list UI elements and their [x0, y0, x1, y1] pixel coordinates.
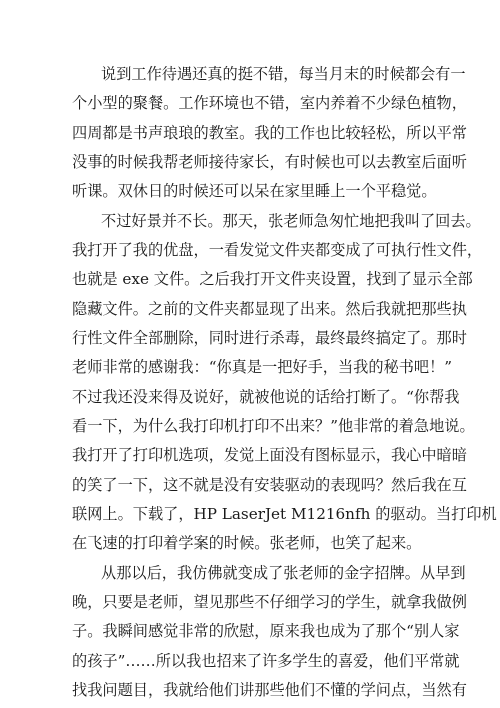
text-line: 晚，只要是老师，望见那些不仔细学习的学生，就拿我做例 — [72, 593, 467, 611]
text-line: 行性文件全部删除，同时进行杀毒，最终最终搞定了。那时 — [72, 329, 467, 347]
text-line: 没事的时候我帮老师接待家长，有时候也可以去教室后面听 — [72, 153, 467, 171]
text-line: 不过好景并不长。那天，张老师急匆忙地把我叫了回去。 — [101, 212, 481, 230]
text-line: 个小型的聚餐。工作环境也不错，室内养着不少绿色植物， — [72, 94, 467, 112]
text-line: 的笑了一下，这不就是没有安装驱动的表现吗？然后我在互 — [72, 476, 467, 494]
text-line: 听课。双休日的时候还可以呆在家里睡上一个平稳觉。 — [72, 182, 437, 200]
text-line: 子。我瞬间感觉非常的欣慰，原来我也成为了那个“别人家 — [72, 622, 460, 640]
text-line: 不过我还没来得及说好，就被他说的话给打断了。“你帮我 — [72, 388, 460, 406]
text-line: 找我问题目，我就给他们讲那些他们不懂的学问点，当然有 — [72, 681, 467, 699]
text-line: 看一下，为什么我打印机打印不出来？”他非常的着急地说。 — [72, 417, 475, 435]
text-line: 说到工作待遇还真的挺不错，每当月末的时候都会有一 — [101, 65, 466, 83]
text-line: 联网上。下载了，HP LaserJet M1216nfh 的驱动。当打印机 — [72, 505, 497, 523]
text-line: 也就是 exe 文件。之后我打开文件夹设置，找到了显示全部 — [72, 270, 473, 288]
text-line: 老师非常的感谢我：“你真是一把好手，当我的秘书吧！” — [72, 358, 453, 376]
text-line: 的孩子”……所以我也招来了许多学生的喜爱，他们平常就 — [72, 652, 460, 670]
text-line: 我打开了打印机选项，发觉上面没有图标显示，我心中暗暗 — [72, 446, 467, 464]
text-line: 隐藏文件。之前的文件夹都显现了出来。然后我就把那些执 — [72, 300, 467, 318]
text-line: 从那以后，我仿佛就变成了张老师的金字招牌。从早到 — [101, 564, 466, 582]
text-line: 我打开了我的优盘，一看发觉文件夹都变成了可执行性文件， — [72, 241, 483, 259]
text-line: 在飞速的打印着学案的时候。张老师，也笑了起来。 — [72, 534, 422, 552]
text-line: 四周都是书声琅琅的教室。我的工作也比较轻松，所以平常 — [72, 124, 467, 142]
